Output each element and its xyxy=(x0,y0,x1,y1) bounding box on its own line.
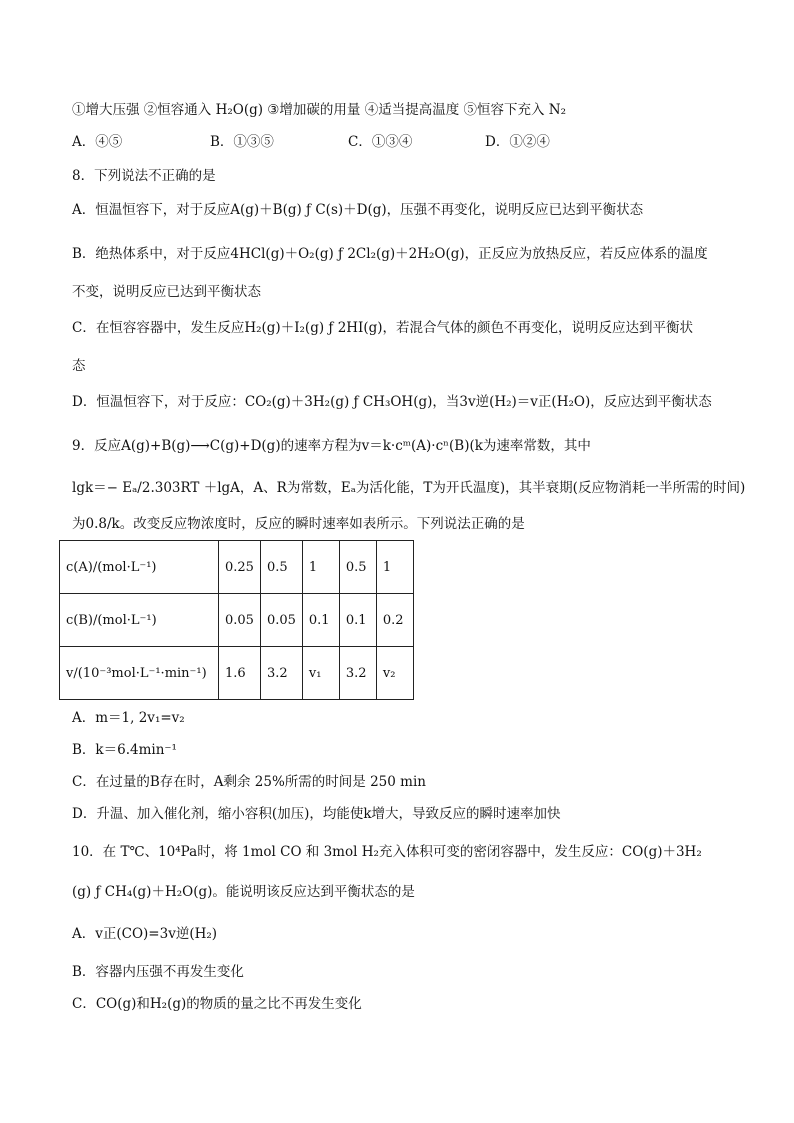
table-cell: 0.05 xyxy=(219,594,261,647)
q10-stem-line1: 10．在 T℃、10⁴Pa时，将 1mol CO 和 3mol H₂充入体积可变的密闭容器中，发生反应：CO(g)＋3H₂ xyxy=(72,844,702,860)
q7-option-a: A．④⑤ xyxy=(72,134,123,150)
table-cell: 0.25 xyxy=(219,541,261,594)
table-row xyxy=(60,541,414,594)
table-cell: 0.05 xyxy=(260,594,302,647)
table-cell: 1.6 xyxy=(219,647,261,700)
row-header-rate: v/(10⁻³mol·L⁻¹·min⁻¹) xyxy=(60,647,219,700)
table-cell: 1 xyxy=(376,541,413,594)
q9-stem-line2: lgk＝− Eₐ/2.303RT ＋lgA，A、R为常数，Eₐ为活化能，T为开氏温度)，其半衰期(反应物消耗一半所需的时间) xyxy=(72,480,746,496)
q9-option-b: B．k＝6.4min⁻¹ xyxy=(72,742,177,758)
table-cell: v₁ xyxy=(302,647,339,700)
q8-stem: 8．下列说法不正确的是 xyxy=(72,168,216,184)
table-row xyxy=(60,647,414,700)
table-cell: 1 xyxy=(302,541,339,594)
q9-stem-line1: 9．反应A(g)+B(g)⟶C(g)+D(g)的速率方程为v＝k·cᵐ(A)·cⁿ(B)(k为速率常数，其中 xyxy=(72,438,591,454)
q9-option-c: C．在过量的B存在时，A剩余 25%所需的时间是 250 min xyxy=(72,774,426,790)
q9-option-d: D．升温、加入催化剂，缩小容积(加压)，均能使k增大，导致反应的瞬时速率加快 xyxy=(72,806,561,822)
q8-option-c-line2: 态 xyxy=(72,358,86,374)
q7-option-b: B．①③⑤ xyxy=(210,134,274,150)
table-cell: 0.1 xyxy=(302,594,339,647)
q7-option-c: C．①③④ xyxy=(348,134,413,150)
q7-option-d: D．①②④ xyxy=(485,134,550,150)
row-header-ca: c(A)/(mol·L⁻¹) xyxy=(60,541,219,594)
table-cell: 0.5 xyxy=(260,541,302,594)
table-cell: 0.5 xyxy=(339,541,376,594)
q7-options xyxy=(72,132,712,152)
q8-option-b-line2: 不变，说明反应已达到平衡状态 xyxy=(72,284,261,300)
q10-option-c: C．CO(g)和H₂(g)的物质的量之比不再发生变化 xyxy=(72,996,362,1012)
q8-option-d: D．恒温恒容下，对于反应：CO₂(g)＋3H₂(g) ƒ CH₃OH(g)，当3v逆(H₂)＝v正(H₂O)，反应达到平衡状态 xyxy=(72,394,712,410)
q10-option-b: B．容器内压强不再发生变化 xyxy=(72,964,244,980)
q8-option-c-line1: C．在恒容容器中，发生反应H₂(g)＋I₂(g) ƒ 2HI(g)，若混合气体的颜色不再变化，说明反应达到平衡状 xyxy=(72,320,694,336)
table-cell: 0.2 xyxy=(376,594,413,647)
q9-rate-table xyxy=(59,540,414,700)
row-header-cb: c(B)/(mol·L⁻¹) xyxy=(60,594,219,647)
table-cell: 3.2 xyxy=(260,647,302,700)
q10-option-a: A．v正(CO)=3v逆(H₂) xyxy=(72,926,218,942)
q9-stem-line3: 为0.8/k。改变反应物浓度时，反应的瞬时速率如表所示。下列说法正确的是 xyxy=(72,516,525,532)
table-cell: v₂ xyxy=(376,647,413,700)
table-cell: 3.2 xyxy=(339,647,376,700)
q7-conditions: ①增大压强 ②恒容通入 H₂O(g) ③增加碳的用量 ④适当提高温度 ⑤恒容下充入 N₂ xyxy=(72,102,567,118)
q9-option-a: A．m＝1, 2v₁=v₂ xyxy=(72,710,185,726)
q8-option-a: A．恒温恒容下，对于反应A(g)＋B(g) ƒ C(s)＋D(g)，压强不再变化，说明反应已达到平衡状态 xyxy=(72,202,644,218)
q10-stem-line2: (g) ƒ CH₄(g)＋H₂O(g)。能说明该反应达到平衡状态的是 xyxy=(72,884,415,900)
table-row xyxy=(60,594,414,647)
q8-option-b-line1: B．绝热体系中，对于反应4HCl(g)＋O₂(g) ƒ 2Cl₂(g)＋2H₂O(g)，正反应为放热反应，若反应体系的温度 xyxy=(72,246,708,262)
table-cell: 0.1 xyxy=(339,594,376,647)
